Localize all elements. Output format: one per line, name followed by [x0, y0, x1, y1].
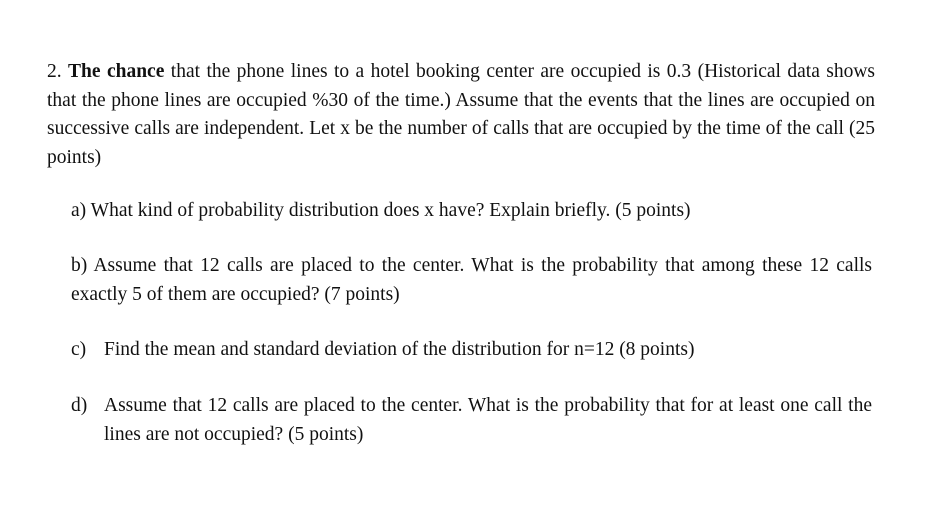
part-a-text: a) What kind of probability distribution does x have? Explain briefly. (5 points) [71, 200, 691, 221]
part-d-letter: d) [71, 395, 88, 416]
part-a [71, 197, 871, 226]
part-d [71, 392, 872, 449]
part-b [71, 252, 872, 309]
part-c [71, 336, 871, 365]
question-text: that the phone lines to a hotel booking center are occupied is 0.3 (Historical data shows that the phone lines are occupied %30 of the time.) Assume that the events that the lines are occupied on successive calls are independent. Let x be the number of calls that are occupied by the time of the call (25 points) [47, 61, 876, 168]
part-b-text: b) Assume that 12 calls are placed to the center. What is the probability that among these 12 calls exactly 5 of them are occupied? (7 points) [71, 255, 872, 305]
question-number: 2. [47, 61, 62, 82]
question-paragraph [47, 58, 875, 172]
question-bold-lead: The chance [68, 61, 165, 82]
part-c-text: Find the mean and standard deviation of the distribution for n=12 (8 points) [104, 339, 695, 360]
part-c-letter: c) [71, 339, 87, 360]
part-d-text: Assume that 12 calls are placed to the center. What is the probability that for at least one call the lines are not occupied? (5 points) [104, 395, 872, 445]
